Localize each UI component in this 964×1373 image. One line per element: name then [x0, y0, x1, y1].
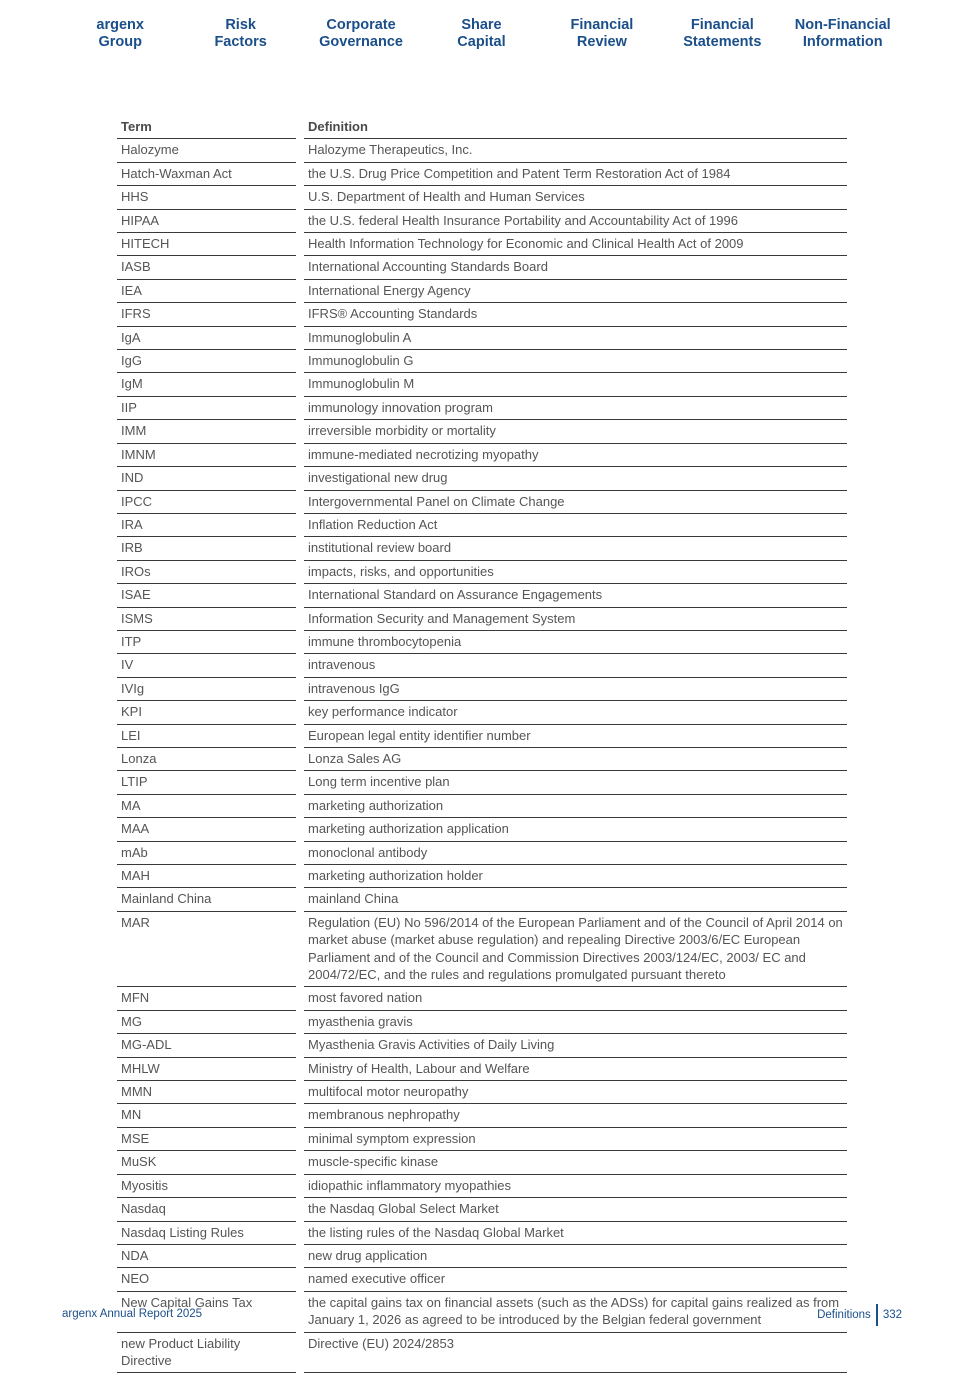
definition-cell: International Energy Agency: [304, 280, 847, 303]
definition-cell: marketing authorization holder: [304, 865, 847, 888]
term-cell: ISAE: [117, 584, 296, 607]
table-row: [117, 987, 847, 1010]
footer-divider: [876, 1304, 878, 1326]
table-row: [117, 912, 847, 988]
definition-cell: key performance indicator: [304, 701, 847, 724]
definition-cell: marketing authorization application: [304, 818, 847, 841]
table-row: [117, 888, 847, 911]
table-row: [117, 491, 847, 514]
term-cell: IPCC: [117, 491, 296, 514]
term-cell: Nasdaq Listing Rules: [117, 1222, 296, 1245]
term-cell: IND: [117, 467, 296, 490]
table-row: [117, 537, 847, 560]
table-row: [117, 1058, 847, 1081]
definition-cell: myasthenia gravis: [304, 1011, 847, 1034]
term-cell: IgM: [117, 373, 296, 396]
table-row: [117, 725, 847, 748]
term-cell: Hatch-Waxman Act: [117, 163, 296, 186]
table-row: [117, 748, 847, 771]
nav-item-financial-review[interactable]: [542, 17, 662, 57]
nav-item-line2: Review: [576, 34, 627, 50]
table-row: [117, 350, 847, 373]
table-row: [117, 1333, 847, 1373]
nav-item-line2: Capital: [457, 34, 506, 50]
header-definition: Definition: [304, 116, 847, 139]
term-cell: IgG: [117, 350, 296, 373]
term-cell: Myositis: [117, 1175, 296, 1198]
term-cell: IFRS: [117, 303, 296, 326]
nav-item-line1: Share: [461, 17, 502, 33]
definition-cell: the Nasdaq Global Select Market: [304, 1198, 847, 1221]
table-row: [117, 256, 847, 279]
nav-item-line1: Risk: [225, 17, 256, 33]
header-term: Term: [117, 116, 296, 139]
definition-cell: mainland China: [304, 888, 847, 911]
term-cell: NDA: [117, 1245, 296, 1268]
table-row: [117, 139, 847, 162]
term-cell: ITP: [117, 631, 296, 654]
table-row: [117, 654, 847, 677]
definition-cell: immune thrombocytopenia: [304, 631, 847, 654]
nav-item-line2: Governance: [319, 34, 403, 50]
definition-cell: International Accounting Standards Board: [304, 256, 847, 279]
definition-cell: most favored nation: [304, 987, 847, 1010]
definition-cell: minimal symptom expression: [304, 1128, 847, 1151]
definition-cell: monoclonal antibody: [304, 842, 847, 865]
definition-cell: Myasthenia Gravis Activities of Daily Living: [304, 1034, 847, 1057]
definition-cell: European legal entity identifier number: [304, 725, 847, 748]
definition-cell: Inflation Reduction Act: [304, 514, 847, 537]
term-cell: MSE: [117, 1128, 296, 1151]
table-row: [117, 608, 847, 631]
definition-cell: impacts, risks, and opportunities: [304, 561, 847, 584]
term-cell: IEA: [117, 280, 296, 303]
nav-item-line1: Financial: [690, 17, 754, 33]
definition-cell: Immunoglobulin G: [304, 350, 847, 373]
term-cell: MFN: [117, 987, 296, 1010]
definition-cell: Directive (EU) 2024/2853: [304, 1333, 847, 1373]
definition-cell: investigational new drug: [304, 467, 847, 490]
term-cell: NEO: [117, 1268, 296, 1291]
table-row: [117, 561, 847, 584]
table-row: [117, 1175, 847, 1198]
definitions-table: [117, 116, 847, 1373]
nav-item-risk-factors[interactable]: [180, 17, 300, 57]
definition-cell: the U.S. federal Health Insurance Portability and Accountability Act of 1996: [304, 210, 847, 233]
definition-cell: new drug application: [304, 1245, 847, 1268]
table-row: [117, 1245, 847, 1268]
nav-item-line2: Information: [802, 34, 883, 50]
table-row: [117, 303, 847, 326]
definition-cell: Long term incentive plan: [304, 771, 847, 794]
section-name: Definitions: [817, 1309, 871, 1321]
table-row: [117, 1081, 847, 1104]
table-row: [117, 514, 847, 537]
table-row: [117, 1198, 847, 1221]
table-row: [117, 163, 847, 186]
term-cell: ISMS: [117, 608, 296, 631]
table-row: [117, 373, 847, 396]
table-row: [117, 1151, 847, 1174]
term-cell: IROs: [117, 561, 296, 584]
definition-cell: marketing authorization: [304, 795, 847, 818]
definition-cell: institutional review board: [304, 537, 847, 560]
table-row: [117, 1128, 847, 1151]
definition-cell: idiopathic inflammatory myopathies: [304, 1175, 847, 1198]
term-cell: LEI: [117, 725, 296, 748]
definition-cell: Immunoglobulin M: [304, 373, 847, 396]
nav-item-argenx-group[interactable]: [60, 17, 180, 57]
definition-cell: International Standard on Assurance Engagements: [304, 584, 847, 607]
term-cell: HIPAA: [117, 210, 296, 233]
table-row: [117, 1034, 847, 1057]
term-cell: Nasdaq: [117, 1198, 296, 1221]
term-cell: New Capital Gains Tax: [117, 1292, 296, 1333]
term-cell: Mainland China: [117, 888, 296, 911]
definition-cell: named executive officer: [304, 1268, 847, 1291]
table-row: [117, 818, 847, 841]
term-cell: IMM: [117, 420, 296, 443]
term-cell: MG-ADL: [117, 1034, 296, 1057]
table-row: [117, 678, 847, 701]
term-cell: new Product Liability Directive: [117, 1333, 296, 1373]
term-cell: IIP: [117, 397, 296, 420]
term-cell: IRA: [117, 514, 296, 537]
page-number: 332: [882, 1309, 902, 1321]
table-row: [117, 865, 847, 888]
term-cell: MuSK: [117, 1151, 296, 1174]
term-cell: MAH: [117, 865, 296, 888]
nav-item-financial-statements[interactable]: [662, 17, 782, 57]
table-row: [117, 420, 847, 443]
table-row: [117, 584, 847, 607]
nav-item-line2: Factors: [214, 34, 267, 50]
nav-item-line1: Financial: [570, 17, 634, 33]
table-row: [117, 233, 847, 256]
definition-cell: Intergovernmental Panel on Climate Change: [304, 491, 847, 514]
term-cell: MAR: [117, 912, 296, 988]
term-cell: MG: [117, 1011, 296, 1034]
definition-cell: Health Information Technology for Economic and Clinical Health Act of 2009: [304, 233, 847, 256]
nav-item-line1: Corporate: [326, 17, 396, 33]
term-cell: HHS: [117, 186, 296, 209]
term-cell: IASB: [117, 256, 296, 279]
nav-item-line2: Group: [98, 34, 142, 50]
table-row: [117, 771, 847, 794]
table-row: [117, 210, 847, 233]
table-row: [117, 1011, 847, 1034]
definition-cell: Ministry of Health, Labour and Welfare: [304, 1058, 847, 1081]
definition-cell: immunology innovation program: [304, 397, 847, 420]
term-cell: Lonza: [117, 748, 296, 771]
term-cell: IVIg: [117, 678, 296, 701]
table-row: [117, 467, 847, 490]
table-row: [117, 631, 847, 654]
table-row: [117, 327, 847, 350]
definition-cell: Lonza Sales AG: [304, 748, 847, 771]
table-row: [117, 795, 847, 818]
definition-cell: U.S. Department of Health and Human Services: [304, 186, 847, 209]
term-cell: Halozyme: [117, 139, 296, 162]
definition-cell: intravenous IgG: [304, 678, 847, 701]
table-row: [117, 444, 847, 467]
table-row: [117, 1268, 847, 1291]
term-cell: MA: [117, 795, 296, 818]
definition-cell: immune-mediated necrotizing myopathy: [304, 444, 847, 467]
table-row: [117, 1222, 847, 1245]
definition-cell: irreversible morbidity or mortality: [304, 420, 847, 443]
nav-item-non-financial-information[interactable]: [783, 17, 903, 57]
term-cell: mAb: [117, 842, 296, 865]
table-row: [117, 397, 847, 420]
term-cell: MMN: [117, 1081, 296, 1104]
table-row: [117, 701, 847, 724]
definition-cell: membranous nephropathy: [304, 1104, 847, 1127]
term-cell: IV: [117, 654, 296, 677]
report-title: argenx Annual Report 2025: [62, 1308, 203, 1320]
term-cell: MHLW: [117, 1058, 296, 1081]
nav-item-corporate-governance[interactable]: [301, 17, 421, 57]
top-navigation: [60, 17, 903, 57]
term-cell: MAA: [117, 818, 296, 841]
definition-cell: intravenous: [304, 654, 847, 677]
table-row: [117, 186, 847, 209]
term-cell: HITECH: [117, 233, 296, 256]
definition-cell: the listing rules of the Nasdaq Global Market: [304, 1222, 847, 1245]
definition-cell: Immunoglobulin A: [304, 327, 847, 350]
definition-cell: Information Security and Management System: [304, 608, 847, 631]
definition-cell: IFRS® Accounting Standards: [304, 303, 847, 326]
table-row: [117, 1292, 847, 1333]
term-cell: IgA: [117, 327, 296, 350]
term-cell: IRB: [117, 537, 296, 560]
table-row: [117, 280, 847, 303]
table-row: [117, 842, 847, 865]
nav-item-line2: Statements: [683, 34, 762, 50]
definition-cell: the U.S. Drug Price Competition and Patent Term Restoration Act of 1984: [304, 163, 847, 186]
term-cell: IMNM: [117, 444, 296, 467]
table-row: [117, 1104, 847, 1127]
table-header: [117, 116, 847, 139]
nav-item-line1: Non-Financial: [794, 17, 891, 33]
definition-cell: muscle-specific kinase: [304, 1151, 847, 1174]
page-footer: [817, 1304, 902, 1326]
definition-cell: Halozyme Therapeutics, Inc.: [304, 139, 847, 162]
definition-cell: multifocal motor neuropathy: [304, 1081, 847, 1104]
term-cell: KPI: [117, 701, 296, 724]
term-cell: LTIP: [117, 771, 296, 794]
term-cell: MN: [117, 1104, 296, 1127]
definition-cell: the capital gains tax on financial assets (such as the ADSs) for capital gains realized as from January 1, 2026 as agreed to be introduced by the Belgian federal government: [304, 1292, 847, 1333]
nav-item-line1: argenx: [96, 17, 144, 33]
nav-item-share-capital[interactable]: [421, 17, 541, 57]
definition-cell: Regulation (EU) No 596/2014 of the European Parliament and of the Council of April 2014 on market abuse (market abuse regulation) and repealing Directive 2003/6/EC European Parliament and of the Council and Commission Directives 2003/124/EC, 2003/ EC and 2004/72/EC, and the rules and regulations promulgated pursuant thereto: [304, 912, 847, 988]
